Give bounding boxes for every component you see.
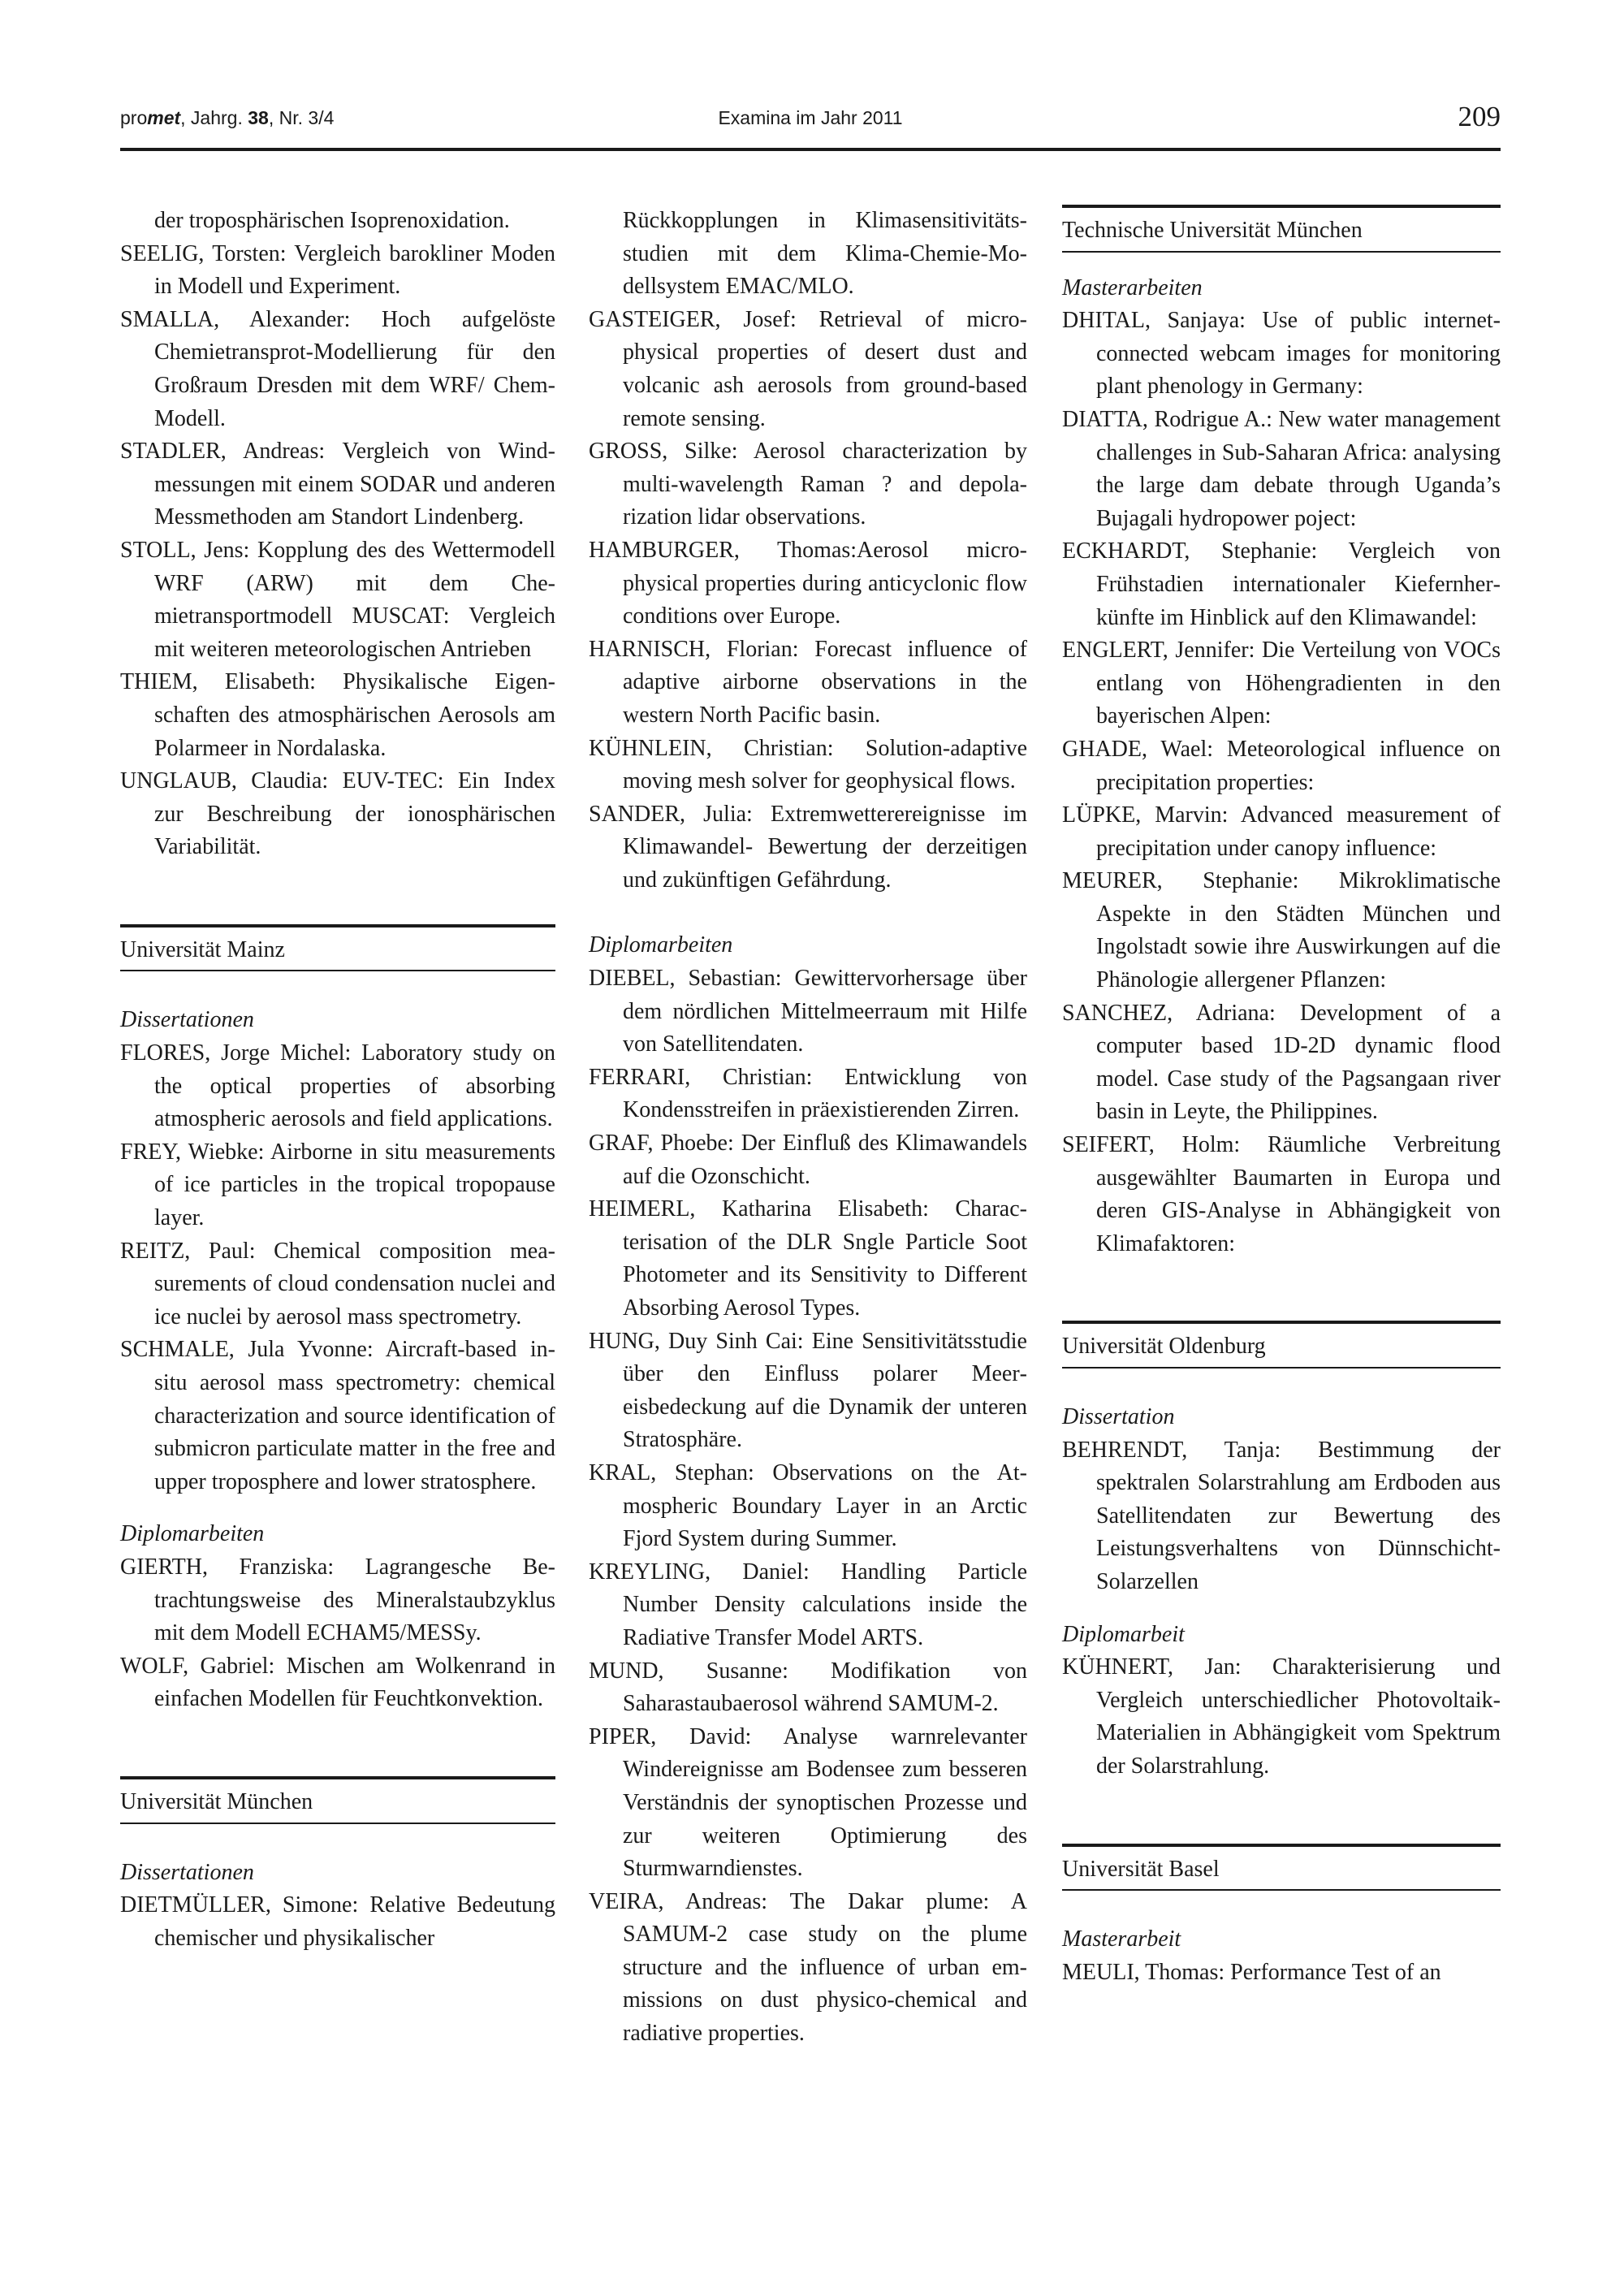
entry: MEULI, Thomas: Performance Test of an [1062,1959,1441,1985]
subheading-diplomarbeit: Diplomarbeit [1062,1621,1185,1647]
entry: STOLL, Jens: Kopplung des des Wettermodell WRF (ARW) mit dem Chemietransportmodell MUSCAT: Vergleich mit weiteren meteorologischen Antrieben [120,537,555,662]
entry: DHITAL, Sanjaya: Use of public internet-connected webcam images for monitoring plant phenology in Germany: [1062,308,1501,400]
journal-year-label: , Jahrg. [180,107,248,128]
journal-issue: 3/4 [308,107,335,128]
entry: BEHRENDT, Tanja: Bestimmung der spektralen Solarstrahlung am Erdboden aus Satellitendaten zur Bewertung des Leistungsverhaltens von Dünnschicht-Solarzellen [1062,1437,1501,1594]
page-number: 209 [1458,101,1501,132]
entry: KÜHNLEIN, Christian: Solution-adaptive moving mesh solver for geophysical flows. [589,735,1027,794]
column-right [1062,205,1501,1989]
entry-continuation: der troposphärischen Isoprenoxidation. [154,208,510,233]
entry: LÜPKE, Marvin: Advanced measurement of precipitation under canopy influence: [1062,802,1501,861]
entry: SMALLA, Alexander: Hoch aufgelöste Chemietransprot-Modellierung für den Großraum Dresden mit dem WRF/ Chem-Modell. [120,306,555,431]
entry: ECKHARDT, Stephanie: Vergleich von Frühstadien internationaler Kiefernherkünfte im Hinblick auf den Klimawandel: [1062,538,1501,630]
entry: GRAF, Phoebe: Der Einfluß des Klimawandels auf die Ozonschicht. [589,1131,1027,1189]
entry: GROSS, Silke: Aerosol characterization by multi-wavelength Raman ? and depolarization lidar observations. [589,439,1027,530]
spacer [1062,1891,1501,1923]
entry: SANDER, Julia: Extremwetterereignisse im Klimawandel- Bewertung der derzeitigen und zukünftigen Gefährdung. [589,801,1027,893]
entry: MEURER, Stephanie: Mikroklimatische Aspekte in den Städten München und Ingolstadt sowie ihre Auswirkungen auf die Phänologie allergener Pflanzen: [1062,868,1501,993]
subheading-dissertationen: Dissertationen [120,1859,254,1885]
spacer [1062,1784,1501,1844]
spacer [1062,1369,1501,1401]
subheading-dissertation: Dissertation [1062,1404,1175,1429]
column-middle [589,205,1027,2051]
entry: SEIFERT, Holm: Räumliche Verbreitung ausgewählter Baumarten in Europa und deren GIS-Analyse in Abhängigkeit von Klimafaktoren: [1062,1132,1501,1256]
section-heading-oldenburg: Universität Oldenburg [1062,1321,1501,1369]
header-rule [120,148,1501,151]
spacer [120,864,555,924]
spacer [1062,253,1501,272]
entry: HEIMERL, Katharina Elisabeth: Characterisation of the DLR Sngle Particle Soot Photometer and its Sensitivity to Different Absorbing Aerosol Types. [589,1196,1027,1321]
entry-continuation: Rückkopplungen in Klimasensitivitätsstudien mit dem Klima-Chemie-Modellsystem EMAC/MLO. [623,208,1027,300]
entry: UNGLAUB, Claudia: EUV-TEC: Ein Index zur Beschreibung der ionosphärischen Variabilität. [120,768,555,860]
entry: HARNISCH, Florian: Forecast influence of adaptive airborne observations in the western North Pacific basin. [589,636,1027,728]
subheading-diplomarbeiten: Diplomarbeiten [120,1521,265,1547]
spacer [1062,1260,1501,1321]
entry: PIPER, David: Analyse warnrelevanter Windereignisse am Bodensee zum besseren Verständnis der synoptischen Prozesse und zur weiteren Optimierung des Sturmwarndienstes. [589,1723,1027,1882]
entry: DIATTA, Rodrigue A.: New water management challenges in Sub-Saharan Africa: analysing the large dam debate through Uganda’s Bujagali hydropower poject: [1062,406,1501,531]
entry: DIETMÜLLER, Simone: Relative Bedeutung chemischer und physikalischer [120,1892,555,1951]
journal-name-met: met [147,107,181,128]
spacer [589,897,1027,929]
entry: FREY, Wiebke: Airborne in situ measurements of ice particles in the tropical tropopause layer. [120,1139,555,1231]
subheading-masterarbeiten: Masterarbeiten [1062,275,1203,301]
spacer [120,971,555,1004]
entry: SEELIG, Torsten: Vergleich barokliner Moden in Modell und Experiment. [120,240,555,300]
entry: DIEBEL, Sebastian: Gewittervorhersage über dem nördlichen Mittelmeerraum mit Hilfe von Satellitendaten. [589,966,1027,1057]
entry: ENGLERT, Jennifer: Die Verteilung von VOCs entlang von Höhengradienten in den bayerischen Alpen: [1062,638,1501,729]
entry: THIEM, Elisabeth: Physikalische Eigenschaften des atmosphärischen Aerosols am Polarmeer in Nordalaska. [120,669,555,761]
entry: VEIRA, Andreas: The Dakar plume: A SAMUM-2 case study on the plume structure and the influence of urban emmissions on dust physico-chemical and radiative properties. [589,1888,1027,2047]
entry: KREYLING, Daniel: Handling Particle Number Density calculations inside the Radiative Transfer Model ARTS. [589,1559,1027,1650]
journal-name-pro: pro [120,107,148,128]
spacer [1062,1599,1501,1619]
entry: GASTEIGER, Josef: Retrieval of microphysical properties of desert dust and volcanic ash aerosols from ground-based remote sensing. [589,306,1027,431]
entry: WOLF, Gabriel: Mischen am Wolkenrand in einfachen Modellen für Feuchtkonvektion. [120,1653,555,1712]
subheading-masterarbeit: Masterarbeit [1062,1926,1181,1952]
section-heading-tum: Technische Universität München [1062,205,1501,253]
entry: HUNG, Duy Sinh Cai: Eine Sensitivitätsstudie über den Einfluss polarer Meereisbedeckung auf die Dynamik der unteren Stratosphäre. [589,1328,1027,1453]
running-header [120,101,1501,145]
running-title: Examina im Jahr 2011 [718,107,903,128]
entry: STADLER, Andreas: Vergleich von Windmessungen mit einem SODAR und anderen Messmethoden am Standort Lindenberg. [120,439,555,530]
entry: FERRARI, Christian: Entwicklung von Kondensstreifen in präexistierenden Zirren. [589,1064,1027,1123]
entry: GIERTH, Franziska: Lagrangesche Betrachtungsweise des Mineralstaubzyklus mit dem Modell ECHAM5/MESSy. [120,1554,555,1646]
entry: REITZ, Paul: Chemical composition measurements of cloud condensation nuclei and ice nuclei by aerosol mass spectrometry. [120,1238,555,1330]
journal-volume: 38 [248,107,269,128]
subheading-dissertationen: Dissertationen [120,1007,254,1033]
spacer [120,1498,555,1518]
section-heading-muenchen: Universität München [120,1776,555,1824]
entry: SCHMALE, Jula Yvonne: Aircraft-based in-situ aerosol mass spectrometry: chemical characterization and source identification of submicron particulate matter in the free and upper troposphere and lower stratosphere. [120,1337,555,1494]
journal-number-label: , Nr. [268,107,309,128]
entry: MUND, Susanne: Modifikation von Saharastaubaerosol während SAMUM-2. [589,1658,1027,1717]
entry: KRAL, Stephan: Observations on the Atmospheric Boundary Layer in an Arctic Fjord System during Summer. [589,1459,1027,1552]
column-left [120,205,555,1955]
entry: HAMBURGER, Thomas:Aerosol microphysical properties during anticyclonic flow conditions over Europe. [589,537,1027,629]
section-heading-basel: Universität Basel [1062,1844,1501,1892]
section-heading-mainz: Universität Mainz [120,924,555,972]
entry: FLORES, Jorge Michel: Laboratory study on the optical properties of absorbing atmospheric aerosols and field applications. [120,1040,555,1132]
entry: SANCHEZ, Adriana: Development of a computer based 1D-2D dynamic flood model. Case study of the Pagsangaan river basin in Leyte, the Philippines. [1062,1000,1501,1125]
spacer [120,1824,555,1857]
entry: KÜHNERT, Jan: Charakterisierung und Vergleich unterschiedlicher Photovoltaik-Materialien in Abhängigkeit vom Spektrum der Solarstrahlung. [1062,1654,1501,1779]
spacer [120,1716,555,1776]
entry: GHADE, Wael: Meteorological influence on precipitation properties: [1062,736,1501,795]
subheading-diplomarbeiten: Diplomarbeiten [589,932,733,958]
